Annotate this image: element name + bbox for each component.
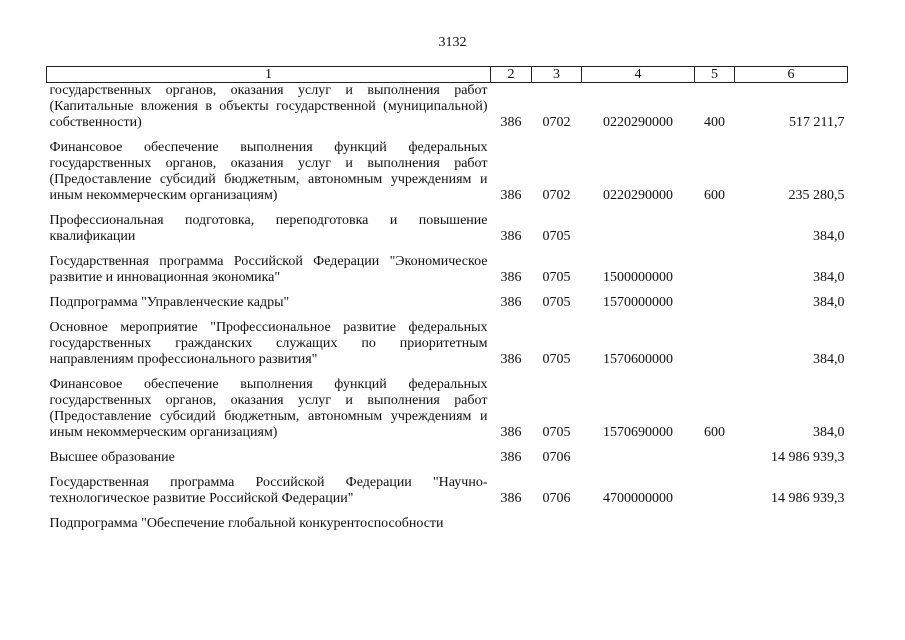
expense-type-code: 600 <box>704 188 725 203</box>
target-item-code: 1570000000 <box>603 295 673 310</box>
table-row <box>47 368 848 441</box>
section-code: 0702 <box>542 188 571 203</box>
row-description: Государственная программа Российской Федерации "Научно-технологическое развитие Российской Федерации" <box>49 475 488 506</box>
section-code: 0705 <box>542 270 571 285</box>
expense-type-code <box>695 245 735 286</box>
amount: 384,0 <box>813 352 845 367</box>
row-description: Подпрограмма "Обеспечение глобальной конкурентоспособности <box>49 516 444 531</box>
expense-type-code <box>695 311 735 368</box>
table-row <box>47 311 848 368</box>
amount: 235 280,5 <box>788 188 845 203</box>
ministry-code: 386 <box>500 425 522 440</box>
amount: 517 211,7 <box>789 115 845 130</box>
section-code: 0706 <box>542 491 571 506</box>
amount <box>735 507 848 532</box>
ministry-code: 386 <box>500 295 522 310</box>
amount: 384,0 <box>813 270 845 285</box>
row-description: Профессиональная подготовка, переподготовка и повышение квалификации <box>49 213 488 244</box>
expense-type-code <box>695 204 735 245</box>
column-header: 6 <box>735 67 848 83</box>
table-row <box>47 131 848 204</box>
ministry-code: 386 <box>500 188 522 203</box>
amount: 384,0 <box>813 425 845 440</box>
target-item-code: 0220290000 <box>603 188 673 203</box>
target-item-code: 1570600000 <box>603 352 673 367</box>
section-code: 0705 <box>542 352 571 367</box>
expense-type-code: 400 <box>704 115 725 130</box>
table-row <box>47 83 848 132</box>
row-description: Основное мероприятие "Профессиональное развитие федеральных государственных гражданских служащих по приоритетным направлениям профессионального развития" <box>49 320 488 367</box>
table-row <box>47 204 848 245</box>
ministry-code: 386 <box>500 270 522 285</box>
expense-type-code <box>695 286 735 311</box>
target-item-code <box>582 507 695 532</box>
target-item-code: 1570690000 <box>603 425 673 440</box>
section-code <box>532 507 582 532</box>
expense-type-code <box>695 507 735 532</box>
amount: 14 986 939,3 <box>771 450 845 465</box>
budget-table <box>46 66 848 532</box>
section-code: 0706 <box>542 450 571 465</box>
ministry-code: 386 <box>500 229 522 244</box>
target-item-code: 0220290000 <box>603 115 673 130</box>
section-code: 0705 <box>542 295 571 310</box>
table-row <box>47 507 848 532</box>
target-item-code <box>582 441 695 466</box>
section-code: 0705 <box>542 229 571 244</box>
target-item-code <box>582 204 695 245</box>
amount: 14 986 939,3 <box>771 491 845 506</box>
ministry-code: 386 <box>500 115 522 130</box>
target-item-code: 1500000000 <box>603 270 673 285</box>
row-description: Государственная программа Российской Федерации "Экономическое развитие и инновационная экономика" <box>49 254 488 285</box>
row-description: Финансовое обеспечение выполнения функций федеральных государственных органов, оказания услуг и выполнения работ (Предоставление субсидий бюджетным, автономным учреждениям и иным некоммерческим организациям) <box>49 377 488 440</box>
table-row <box>47 245 848 286</box>
row-description: государственных органов, оказания услуг и выполнения работ (Капитальные вложения в объекты государственной (муниципальной) собственности) <box>49 83 488 130</box>
table-header-row <box>47 67 848 83</box>
row-description: Финансовое обеспечение выполнения функций федеральных государственных органов, оказания услуг и выполнения работ (Предоставление субсидий бюджетным, автономным учреждениям и иным некоммерческим организациям) <box>49 140 488 203</box>
section-code: 0702 <box>542 115 571 130</box>
ministry-code: 386 <box>500 450 522 465</box>
section-code: 0705 <box>542 425 571 440</box>
column-header: 3 <box>532 67 582 83</box>
ministry-code: 386 <box>500 491 522 506</box>
row-description: Подпрограмма "Управленческие кадры" <box>49 295 290 310</box>
ministry-code: 386 <box>500 352 522 367</box>
table-row <box>47 466 848 507</box>
ministry-code <box>491 507 532 532</box>
column-header: 5 <box>695 67 735 83</box>
table-row <box>47 286 848 311</box>
column-header: 4 <box>582 67 695 83</box>
expense-type-code <box>695 441 735 466</box>
table-row <box>47 441 848 466</box>
row-description: Высшее образование <box>49 450 175 465</box>
expense-type-code: 600 <box>704 425 725 440</box>
amount: 384,0 <box>813 295 845 310</box>
expense-type-code <box>695 466 735 507</box>
page-number: 3132 <box>438 35 467 50</box>
amount: 384,0 <box>813 229 845 244</box>
column-header: 1 <box>47 67 491 83</box>
column-header: 2 <box>491 67 532 83</box>
target-item-code: 4700000000 <box>603 491 673 506</box>
